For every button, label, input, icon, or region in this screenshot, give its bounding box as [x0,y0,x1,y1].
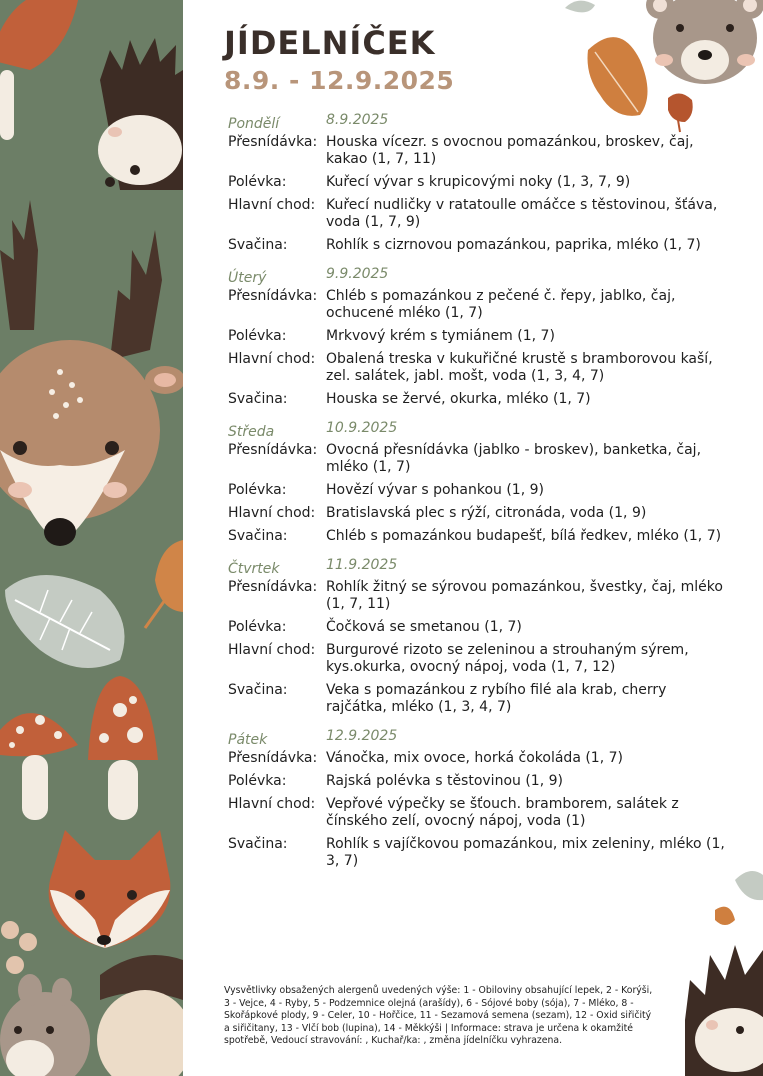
meal-label: Hlavní chod: [228,796,316,812]
meal-text: Kuřecí nudličky v ratatoulle omáčce s těstovinou, šťáva, voda (1, 7, 9) [326,197,718,230]
meal-label: Přesnídávka: [228,750,318,766]
meal-row [228,750,728,767]
meal-text: Hovězí vývar s pohankou (1, 9) [326,482,544,498]
date-range: 8.9. - 12.9.2025 [224,66,455,95]
meal-label: Přesnídávka: [228,442,318,458]
meal-label: Svačina: [228,836,288,852]
leaf-icon [145,540,183,628]
mushroom-icon [88,676,158,820]
meal-row [228,619,728,636]
meal-label: Svačina: [228,237,288,253]
day-header [228,420,728,442]
meal-label: Hlavní chod: [228,505,316,521]
meal-text: Rohlík s cizrnovou pomazánkou, paprika, mléko (1, 7) [326,237,701,253]
berries-icon [1,921,37,974]
oak-leaf-icon [588,37,648,116]
bunny-icon [0,974,90,1076]
mushroom-icon [0,713,78,820]
day-section [228,728,728,870]
day-section [228,112,728,254]
meal-text: Burgurové rizoto se zeleninou a strouhaným sýrem, kys.okurka, ovocný nápoj, voda (1, 7, 12) [326,642,689,675]
mushroom-icon [0,0,80,140]
day-header [228,728,728,750]
day-name: Pátek [228,732,268,748]
hedgehog-icon [98,38,183,190]
day-section [228,557,728,716]
day-date: 12.9.2025 [326,728,398,744]
meal-row [228,442,728,476]
meal-label: Svačina: [228,391,288,407]
meal-row [228,237,728,254]
meal-row [228,579,728,613]
meal-row [228,505,728,522]
meal-row [228,174,728,191]
meal-text: Rohlík žitný se sýrovou pomazánkou, švestky, čaj, mléko (1, 7, 11) [326,579,723,612]
antlers-icon [0,200,162,360]
meal-row [228,288,728,322]
meal-text: Mrkvový krém s tymiánem (1, 7) [326,328,555,344]
day-header [228,557,728,579]
meal-row [228,482,728,499]
meal-text: Vánočka, mix ovoce, horká čokoláda (1, 7) [326,750,623,766]
meal-row [228,773,728,790]
meal-label: Přesnídávka: [228,288,318,304]
meal-label: Polévka: [228,482,287,498]
meal-label: Polévka: [228,619,287,635]
meal-text: Veka s pomazánkou z rybího filé ala krab, cherry rajčátka, mléko (1, 3, 4, 7) [326,682,667,715]
decorative-side-panel [0,0,183,1076]
day-section [228,266,728,408]
acorn-icon [97,955,183,1076]
meal-row [228,391,728,408]
day-date: 10.9.2025 [326,420,398,436]
weekly-menu [228,112,728,882]
meal-label: Hlavní chod: [228,642,316,658]
meal-label: Přesnídávka: [228,579,318,595]
leaf-icon [5,575,125,668]
day-header [228,112,728,134]
meal-label: Polévka: [228,328,287,344]
day-name: Pondělí [228,116,280,132]
meal-text: Chléb s pomazánkou budapešť, bílá ředkev, mléko (1, 7) [326,528,722,544]
bottom-right-decoration [680,860,763,1076]
leaf-icon [735,871,763,900]
hedgehog-icon [685,945,763,1076]
day-date: 11.9.2025 [326,557,398,573]
meal-label: Hlavní chod: [228,197,316,213]
meal-text: Bratislavská plec s rýží, citronáda, voda (1, 9) [326,505,647,521]
deer-icon [0,340,183,546]
meal-label: Polévka: [228,773,287,789]
meal-text: Vepřové výpečky se šťouch. bramborem, salátek z čínského zelí, ovocný nápoj, voda (1) [326,796,679,829]
meal-label: Svačina: [228,682,288,698]
meal-row [228,351,728,385]
meal-row [228,836,728,870]
meal-row [228,682,728,716]
day-name: Úterý [228,270,267,286]
leaf-icon [565,1,595,13]
leaf-icon [715,907,735,925]
day-name: Čtvrtek [228,561,280,577]
allergen-footnote: Vysvětlivky obsažených alergenů uvedených výše: 1 - Obiloviny obsahující lepek, 2 - Korýši, 3 - Vejce, 4 - Ryby, 5 - Podzemnice olejná (arašídy), 6 - Sójové boby (sója), 7 - Mléko, 8 - Skořápkové plody, 9 - Celer, 10 - Hořčice, 11 - Sezamová semena (sezam), 12 - Oxid siřičitý a siřičitany, 13 - Vlčí bob (lupina), 14 - Měkkýši | Informace: strava je určena k okamžité spotřebě, Vedoucí stravování: , Kuchař/ka: , změna jídelníčku vyhrazena. [224,985,653,1046]
meal-text: Rajská polévka s těstovinou (1, 9) [326,773,563,789]
meal-row [228,528,728,545]
meal-text: Rohlík s vajíčkovou pomazánkou, mix zeleniny, mléko (1, 3, 7) [326,836,725,869]
bear-icon [646,0,763,84]
meal-row [228,134,728,168]
meal-row [228,197,728,231]
meal-label: Hlavní chod: [228,351,316,367]
meal-row [228,796,728,830]
meal-text: Ovocná přesnídávka (jablko - broskev), banketka, čaj, mléko (1, 7) [326,442,702,475]
meal-label: Přesnídávka: [228,134,318,150]
day-date: 8.9.2025 [326,112,389,128]
page-title: JÍDELNÍČEK [224,24,436,62]
day-section [228,420,728,545]
meal-text: Houska vícezr. s ovocnou pomazánkou, broskev, čaj, kakao (1, 7, 11) [326,134,694,167]
meal-row [228,328,728,345]
meal-text: Houska se žervé, okurka, mléko (1, 7) [326,391,591,407]
meal-row [228,642,728,676]
meal-text: Obalená treska v kukuřičné krustě s bramborovou kaší, zel. salátek, jabl. mošt, voda (1, 3, 4, 7) [326,351,713,384]
meal-label: Polévka: [228,174,287,190]
day-name: Středa [228,424,275,440]
day-header [228,266,728,288]
meal-text: Čočková se smetanou (1, 7) [326,619,522,635]
fox-icon [49,830,171,948]
meal-text: Chléb s pomazánkou z pečené č. řepy, jablko, čaj, ochucené mléko (1, 7) [326,288,676,321]
meal-text: Kuřecí vývar s krupicovými noky (1, 3, 7, 9) [326,174,631,190]
day-date: 9.9.2025 [326,266,389,282]
meal-label: Svačina: [228,528,288,544]
